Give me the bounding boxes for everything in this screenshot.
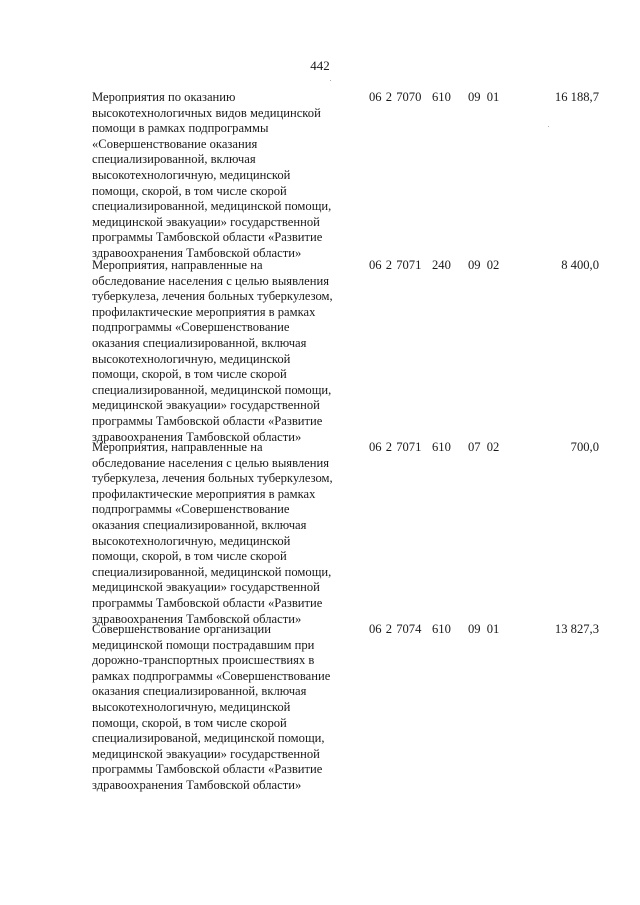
amount: 700,0 bbox=[570, 440, 599, 454]
row-description: Совершенствование организации медицинской помощи пострадавшим при дорожно-транспортных происшествиях в рамках подпрограммы «Совершенствование оказания специализированной, включая высокотехнологичную, медицинской помощи, скорой, в том числе скорой специализированой, медицинской помощи, медицинской эвакуации» государственной программы Тамбовской области «Развитие здравоохранения Тамбовской области» bbox=[92, 622, 331, 792]
target-article-code: 06 2 7071 bbox=[369, 440, 422, 454]
target-article-code: 06 2 7071 bbox=[369, 258, 422, 272]
target-article-code: 06 2 7070 bbox=[369, 90, 422, 104]
section-code: 09 01 bbox=[468, 622, 500, 636]
expense-type-code: 240 bbox=[432, 258, 451, 272]
scan-speck bbox=[330, 80, 331, 81]
amount: 16 188,7 bbox=[554, 90, 599, 104]
row-description: Мероприятия, направленные на обследование населения с целью выявления туберкулеза, лечения больных туберкулезом, профилактические мероприятия в рамках подпрограммы «Совершенствование оказания специализированной, включая высокотехнологичную, медицинской помощи, скорой, в том числе скорой специализированной, медицинской помощи, медицинской эвакуации» государственной программы Тамбовской области «Развитие здравоохранения Тамбовской области» bbox=[92, 440, 333, 626]
section-code: 09 02 bbox=[468, 258, 500, 272]
row-description: Мероприятия по оказанию высокотехнологичных видов медицинской помощи в рамках подпрограммы «Совершенствование оказания специализированной, включая высокотехнологичную, медицинской помощи, скорой, в том числе скорой специализированной, медицинской помощи, медицинской эвакуации» государственной программы Тамбовской области «Развитие здравоохранения Тамбовской области» bbox=[92, 90, 332, 260]
section-code: 07 02 bbox=[468, 440, 500, 454]
row-description: Мероприятия, направленные на обследование населения с целью выявления туберкулеза, лечения больных туберкулезом, профилактические мероприятия в рамках подпрограммы «Совершенствование оказания специализированной, включая высокотехнологичную, медицинской помощи, скорой, в том числе скорой специализированной, медицинской помощи, медицинской эвакуации» государственной программы Тамбовской области «Развитие здравоохранения Тамбовской области» bbox=[92, 258, 333, 444]
target-article-code: 06 2 7074 bbox=[369, 622, 422, 636]
page-number: 442 bbox=[310, 58, 330, 73]
amount: 8 400,0 bbox=[561, 258, 599, 272]
scan-speck bbox=[548, 126, 549, 127]
section-code: 09 01 bbox=[468, 90, 500, 104]
expense-type-code: 610 bbox=[432, 440, 451, 454]
expense-type-code: 610 bbox=[432, 90, 451, 104]
amount: 13 827,3 bbox=[554, 622, 599, 636]
expense-type-code: 610 bbox=[432, 622, 451, 636]
